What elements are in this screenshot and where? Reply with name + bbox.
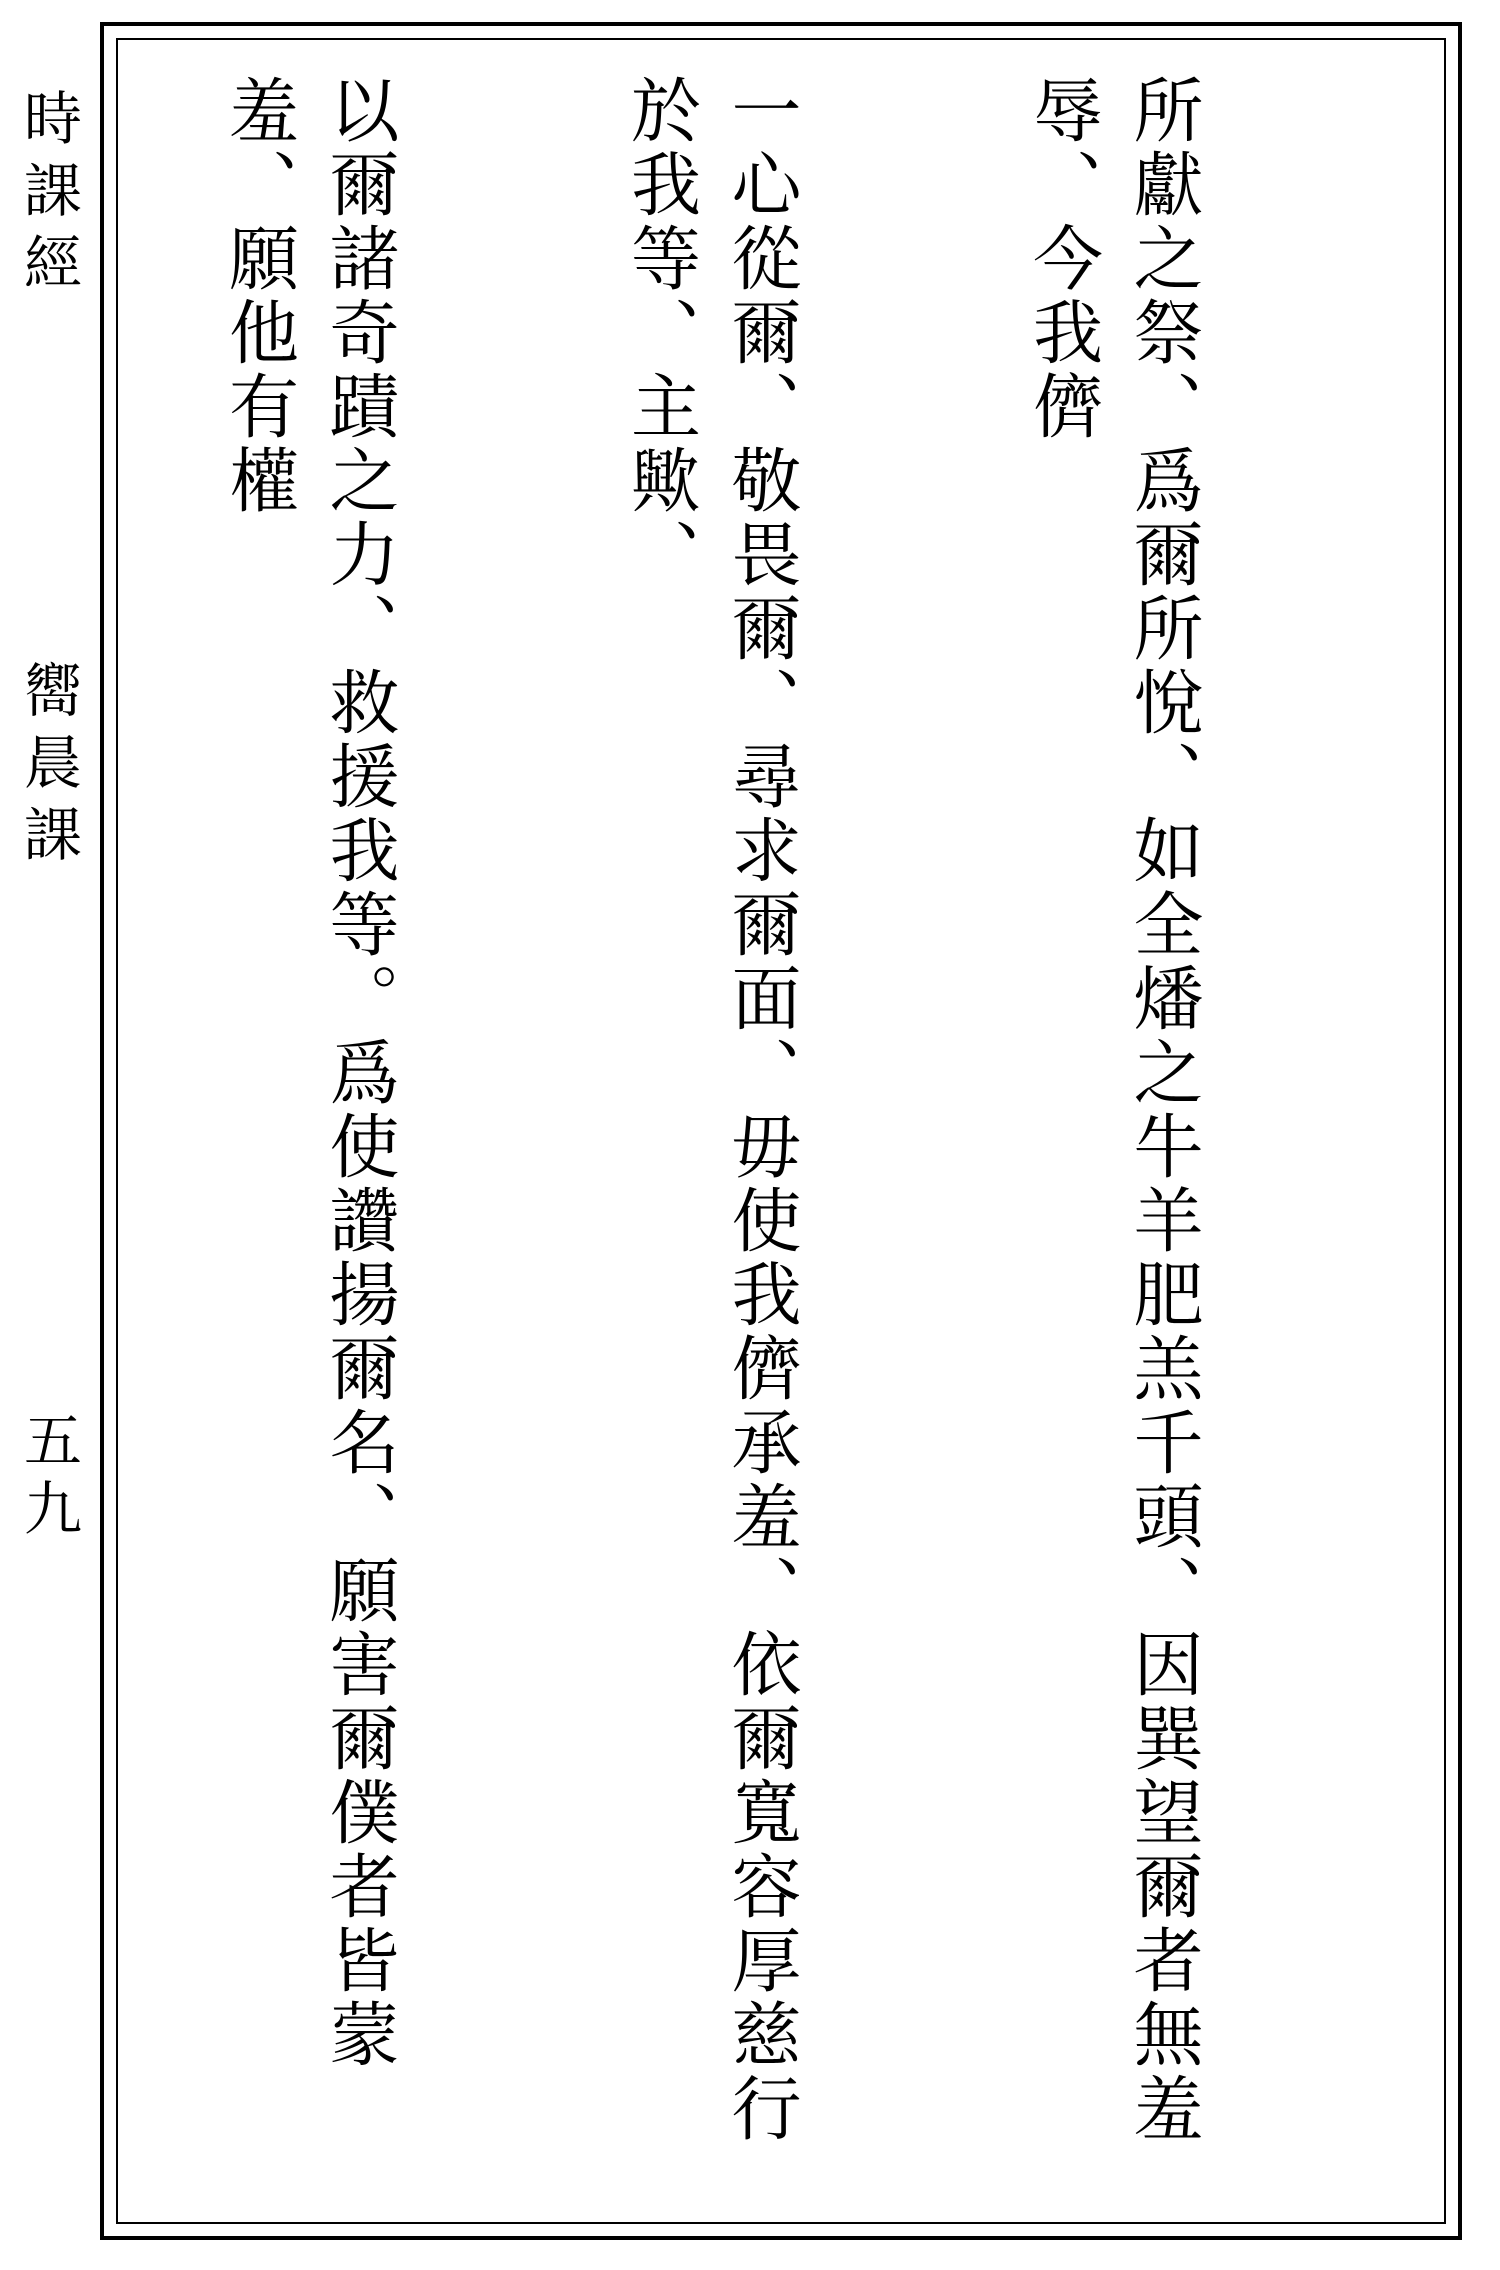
body-line: 一心從爾、敬畏爾、尋求爾面、毋使我儕承羞、依爾寬容厚慈行於我等、主歟、 [619, 74, 802, 2146]
section-title-text: 嚮晨課 [14, 660, 82, 876]
page-number [8, 1410, 88, 1562]
body-text [144, 74, 1414, 2194]
page-number-text: 五九 [14, 1410, 82, 1546]
page-frame [100, 22, 1462, 2240]
section-title [8, 660, 88, 892]
body-line: 所獻之祭、爲爾所悅、如全燔之牛羊肥羔千頭、因巽望爾者無羞辱、今我儕 [1021, 74, 1204, 2146]
body-line: 以爾諸奇蹟之力、救援我等。爲使讚揚爾名、願害爾僕者皆蒙羞、願他有權 [217, 74, 400, 2072]
book-title [8, 88, 88, 320]
book-title-text: 時課經 [14, 88, 82, 304]
